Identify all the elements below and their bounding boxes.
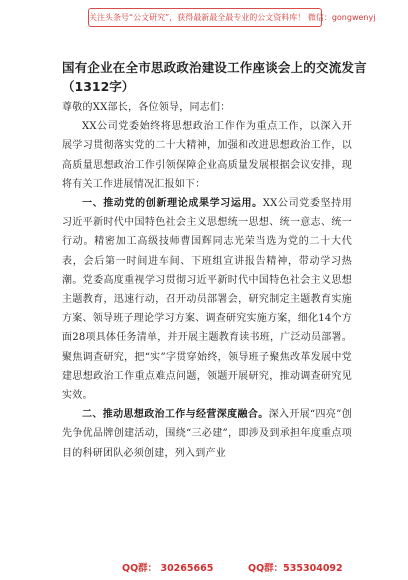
section-1-text: XX公司党委坚持用习近平新时代中国特色社会主义思想统一思想、统一意志、统一行动。精密加工高级技师曹国辉同志光荣当选为党的二十大代表，会后第一时间进车间、下班组宣讲报告精神，带动学习热潮。党委高度重视学习贯彻习近平新时代中国特色社会主义思想主题教育，迅速行动，召开动员部署会，研究制定主题教育实施方案、领导班子理论学习方案、调查研究实施方案，细化14个方面28项具体任务清单，并开展主题教育读书班，广泛动员部署。聚焦调查研究，把“实”字贯穿始终，领导班子聚焦改革发展中党建思想政治工作重点难点问题，领题开展研究，推动调查研究见实效。 xyxy=(62,198,352,402)
page-title: 国有企业在全市思政政治建设工作座谈会上的交流发言 xyxy=(62,60,367,75)
intro-paragraph: XX公司党委始终将思想政治工作作为重点工作，以深入开展学习贯彻落实党的二十大精神，加强和改进思想政治工作，以高质量思想政治工作引领保障企业高质量发展根据会议安排，现将有关工作进展情况汇报如下： xyxy=(62,121,352,190)
section-2-text: 深入开展“四亮”创先争优品牌创建活动，围绕“三必建”，即涉及到承担年度重点项目的科研团队必须创建，列入到产业 xyxy=(62,409,352,459)
footer-qq-group-1: QQ群： 30265665 xyxy=(122,563,214,574)
section-1-paragraph xyxy=(62,194,352,405)
section-2-paragraph xyxy=(62,405,352,463)
word-count: （1312字） xyxy=(62,79,135,94)
section-1-heading: 一、推动党的创新理论成果学习运用。 xyxy=(82,198,263,210)
promo-banner: 关注头条号“公文研究”，获得最新最全最专业的公文资料库！ 微信：gongwenyj xyxy=(88,8,322,27)
footer-qq-group-2: QQ群：535304092 xyxy=(248,563,343,574)
section-2-heading: 二、推动思想政治工作与经营深度融合。 xyxy=(82,409,269,421)
salutation: 尊敬的XX部长，各位领导，同志们： xyxy=(62,102,231,113)
document-body xyxy=(62,98,352,463)
